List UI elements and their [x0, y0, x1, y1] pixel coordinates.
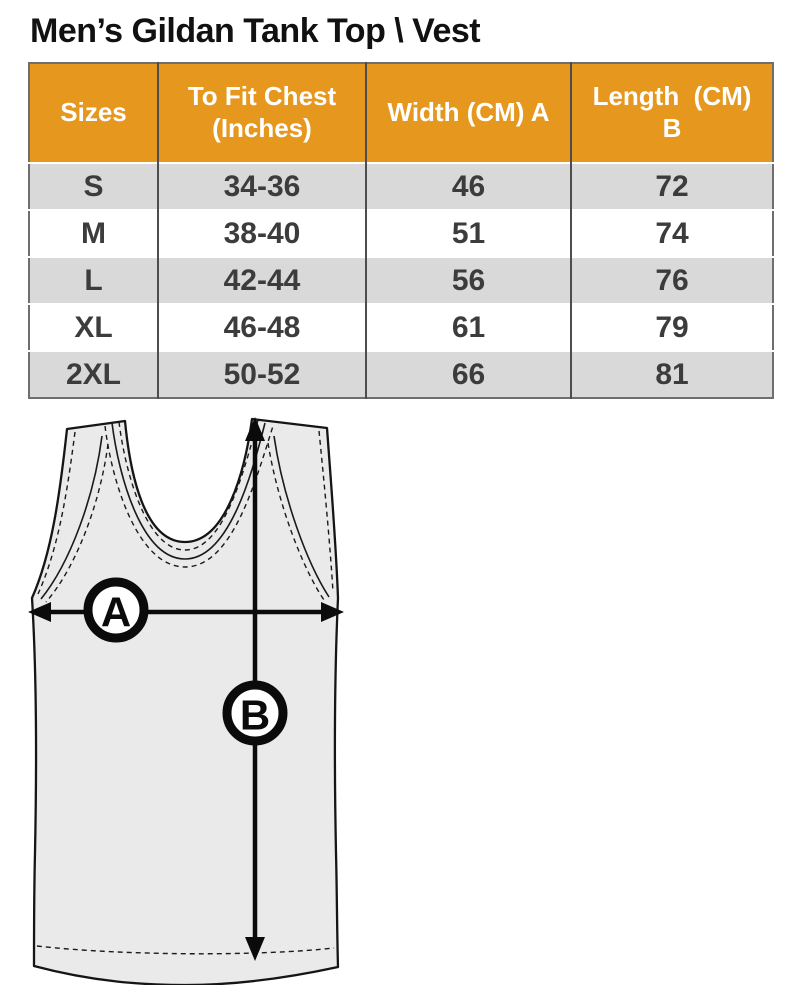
- size-cell: M: [81, 216, 106, 250]
- size-cell: 2XL: [65, 357, 122, 391]
- header-cell-chest: [158, 63, 366, 163]
- length-cell: 76: [571, 257, 773, 304]
- header-label: To Fit Chest: [187, 81, 337, 112]
- length-cell: 72: [571, 163, 773, 210]
- size-cell: S: [83, 169, 104, 203]
- table-row-2xl: [29, 351, 773, 398]
- header-label: Sizes: [60, 97, 127, 128]
- length-cell: 79: [571, 304, 773, 351]
- size-cell: XL: [74, 310, 113, 344]
- tank-top-measurement-diagram: [24, 413, 348, 985]
- size-cell: L: [84, 263, 103, 297]
- size-chart-table: [28, 62, 774, 399]
- width-cell: 66: [366, 351, 571, 398]
- table-row-s: [29, 163, 773, 210]
- header-label: Width (CM) A: [387, 97, 550, 128]
- table-row-xl: [29, 304, 773, 351]
- header-label-line2: B: [662, 113, 682, 143]
- header-row: [29, 63, 773, 163]
- page-title: Men’s Gildan Tank Top \ Vest: [30, 12, 481, 50]
- width-label: A: [100, 588, 132, 636]
- chest-cell: 46-48: [158, 304, 366, 351]
- table-row-m: [29, 210, 773, 257]
- header-cell-width: [366, 63, 571, 163]
- length-cell: 74: [571, 210, 773, 257]
- length-label: B: [239, 691, 271, 739]
- width-cell: 56: [366, 257, 571, 304]
- width-cell: 61: [366, 304, 571, 351]
- header-cell-length: [571, 63, 773, 163]
- chest-cell: 34-36: [158, 163, 366, 210]
- header-label-line2: (Inches): [212, 113, 312, 143]
- table-row-l: [29, 257, 773, 304]
- length-cell: 81: [571, 351, 773, 398]
- chest-cell: 42-44: [158, 257, 366, 304]
- width-cell: 46: [366, 163, 571, 210]
- header-cell-sizes: [29, 63, 158, 163]
- tank-top-outline: [32, 419, 338, 985]
- chest-cell: 38-40: [158, 210, 366, 257]
- header-label: Length (CM): [592, 81, 752, 112]
- chest-cell: 50-52: [158, 351, 366, 398]
- width-cell: 51: [366, 210, 571, 257]
